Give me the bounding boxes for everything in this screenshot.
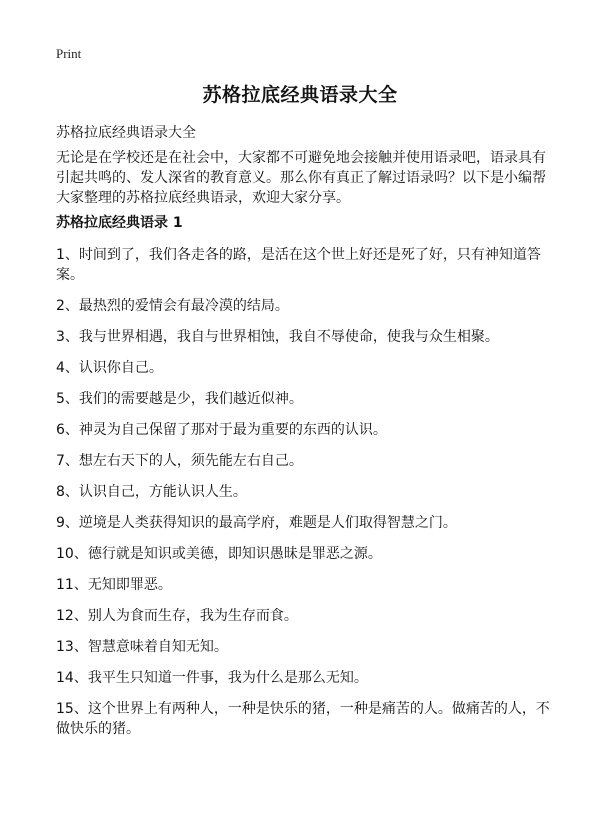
quote-item: 15、这个世界上有两种人，一种是快乐的猪，一种是痛苦的人。做痛苦的人，不做快乐的猪。 [56, 701, 550, 737]
quote-item: 8、认识自己，方能认识人生。 [56, 484, 247, 500]
print-link[interactable]: Print [56, 46, 82, 61]
quote-item: 5、我们的需要越是少，我们越近似神。 [56, 391, 303, 407]
quote-item: 4、认识你自己。 [56, 360, 163, 376]
page-subtitle: 苏格拉底经典语录大全 [56, 125, 196, 141]
page-title: 苏格拉底经典语录大全 [202, 84, 398, 106]
quote-item: 3、我与世界相遇，我自与世界相蚀，我自不辱使命，使我与众生相聚。 [56, 329, 499, 345]
quote-item: 1、时间到了，我们各走各的路，是活在这个世上好还是死了好，只有神知道答案。 [56, 247, 541, 283]
quote-item: 7、想左右天下的人，须先能左右自己。 [56, 453, 303, 469]
quote-item: 9、逆境是人类获得知识的最高学府，难题是人们取得智慧之门。 [56, 515, 457, 531]
quote-item: 11、无知即罪恶。 [56, 577, 172, 593]
quote-item: 6、神灵为自己保留了那对于最为重要的东西的认识。 [56, 422, 387, 438]
section-heading: 苏格拉底经典语录 1 [56, 215, 183, 231]
intro-paragraph: 无论是在学校还是在社会中，大家都不可避免地会接触并使用语录吧，语录具有引起共鸣的、发人深省的教育意义。那么你有真正了解过语录吗？以下是小编帮大家整理的苏格拉底经典语录，欢迎大家分享。 [56, 150, 546, 206]
quote-item: 13、智慧意味着自知无知。 [56, 639, 228, 655]
quote-item: 10、德行就是知识或美德，即知识愚昧是罪恶之源。 [56, 546, 382, 562]
quote-list [56, 245, 556, 750]
quote-item: 12、别人为食而生存，我为生存而食。 [56, 608, 298, 624]
quote-item: 14、我平生只知道一件事，我为什么是那么无知。 [56, 670, 368, 686]
quote-item: 2、最热烈的爱情会有最冷漠的结局。 [56, 298, 289, 314]
